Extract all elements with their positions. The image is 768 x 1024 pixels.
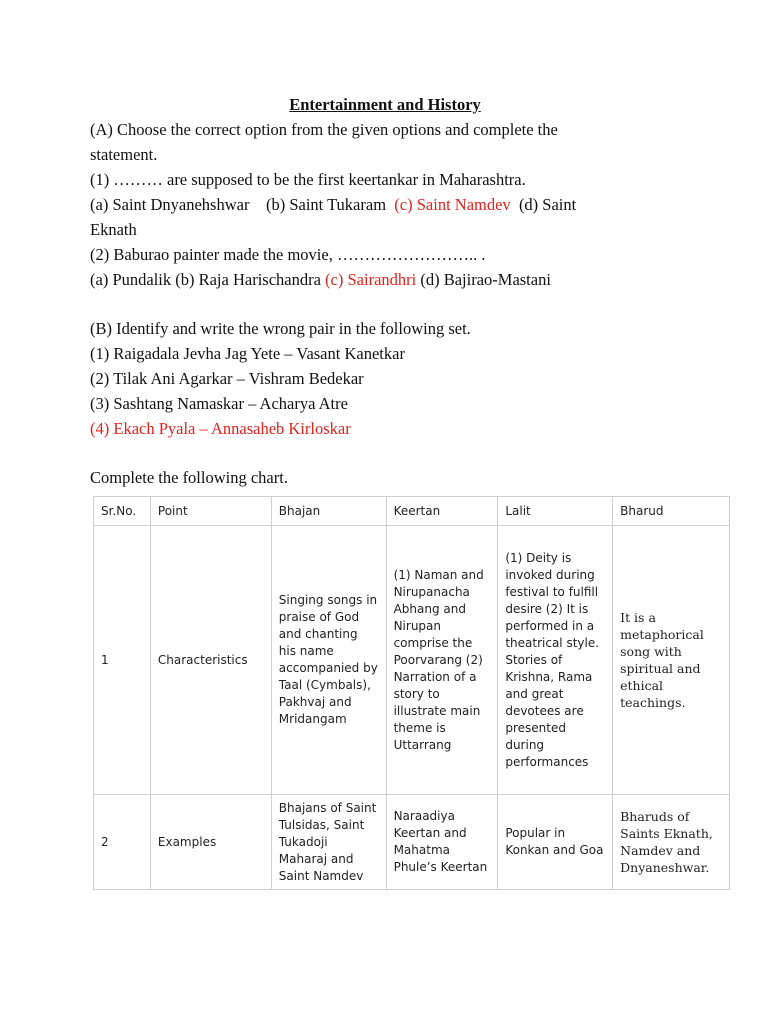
q2-option-c-answer: (c) Sairandhri <box>325 270 417 289</box>
q1-option-d: (d) Saint <box>518 195 577 214</box>
cell-bhajan: Bhajans of Saint Tulsidas, Saint Tukadoji Maharaj and Saint Namdev <box>271 795 386 890</box>
section-a-instruction: (A) Choose the correct option from the given options and complete the <box>90 120 558 139</box>
cell-point: Examples <box>150 795 271 890</box>
header-bhajan: Bhajan <box>271 497 386 526</box>
table-row <box>94 526 730 795</box>
q1-option-c-answer: (c) Saint Namdev <box>394 195 511 214</box>
question-2: (2) Baburao painter made the movie, …………………….. . <box>90 245 486 264</box>
cell-bharud: Bharuds of Saints Eknath, Namdev and Dnyaneshwar. <box>613 795 730 890</box>
comparison-table <box>93 496 730 890</box>
question-2-options <box>90 267 740 292</box>
pair-item: (3) Sashtang Namaskar – Acharya Atre <box>90 394 348 413</box>
header-srno: Sr.No. <box>94 497 151 526</box>
cell-sr: 1 <box>94 526 151 795</box>
header-lalit: Lalit <box>498 497 613 526</box>
q1-option-d-cont: Eknath <box>90 220 137 239</box>
section-b-instruction: (B) Identify and write the wrong pair in the following set. <box>90 319 471 338</box>
q2-option-a: (a) Pundalik <box>90 270 172 289</box>
cell-keertan: (1) Naman and Nirupanacha Abhang and Nirupan comprise the Poorvarang (2) Narration of a story to illustrate main theme is Uttarrang <box>386 526 498 795</box>
cell-bhajan: Singing songs in praise of God and chanting his name accompanied by Taal (Cymbals), Pakhvaj and Mridangam <box>271 526 386 795</box>
header-point: Point <box>150 497 271 526</box>
header-bharud: Bharud <box>613 497 730 526</box>
pair-item: (1) Raigadala Jevha Jag Yete – Vasant Kanetkar <box>90 344 405 363</box>
cell-bharud: It is a metaphorical song with spiritual and ethical teachings. <box>613 526 730 795</box>
cell-keertan: Naraadiya Keertan and Mahatma Phule’s Keertan <box>386 795 498 890</box>
section-a-instruction-cont: statement. <box>90 145 158 164</box>
q1-option-a: (a) Saint Dnyanehshwar <box>90 195 250 214</box>
cell-lalit: (1) Deity is invoked during festival to fulfill desire (2) It is performed in a theatrical style. Stories of Krishna, Rama and great devotees are presented during performances <box>498 526 613 795</box>
pair-item-answer: (4) Ekach Pyala – Annasaheb Kirloskar <box>90 419 351 438</box>
table-header-row <box>94 497 730 526</box>
chart-intro: Complete the following chart. <box>90 468 288 487</box>
header-keertan: Keertan <box>386 497 498 526</box>
q2-option-d: (d) Bajirao-Mastani <box>420 270 551 289</box>
cell-lalit: Popular in Konkan and Goa <box>498 795 613 890</box>
q1-option-b: (b) Saint Tukaram <box>265 195 387 214</box>
table-row <box>94 795 730 890</box>
worksheet <box>90 92 740 490</box>
cell-sr: 2 <box>94 795 151 890</box>
page-title: Entertainment and History <box>289 95 481 114</box>
pair-item: (2) Tilak Ani Agarkar – Vishram Bedekar <box>90 369 364 388</box>
q2-option-b: (b) Raja Harischandra <box>175 270 321 289</box>
question-1: (1) ……… are supposed to be the first keertankar in Maharashtra. <box>90 170 526 189</box>
cell-point: Characteristics <box>150 526 271 795</box>
question-1-options <box>90 192 740 217</box>
